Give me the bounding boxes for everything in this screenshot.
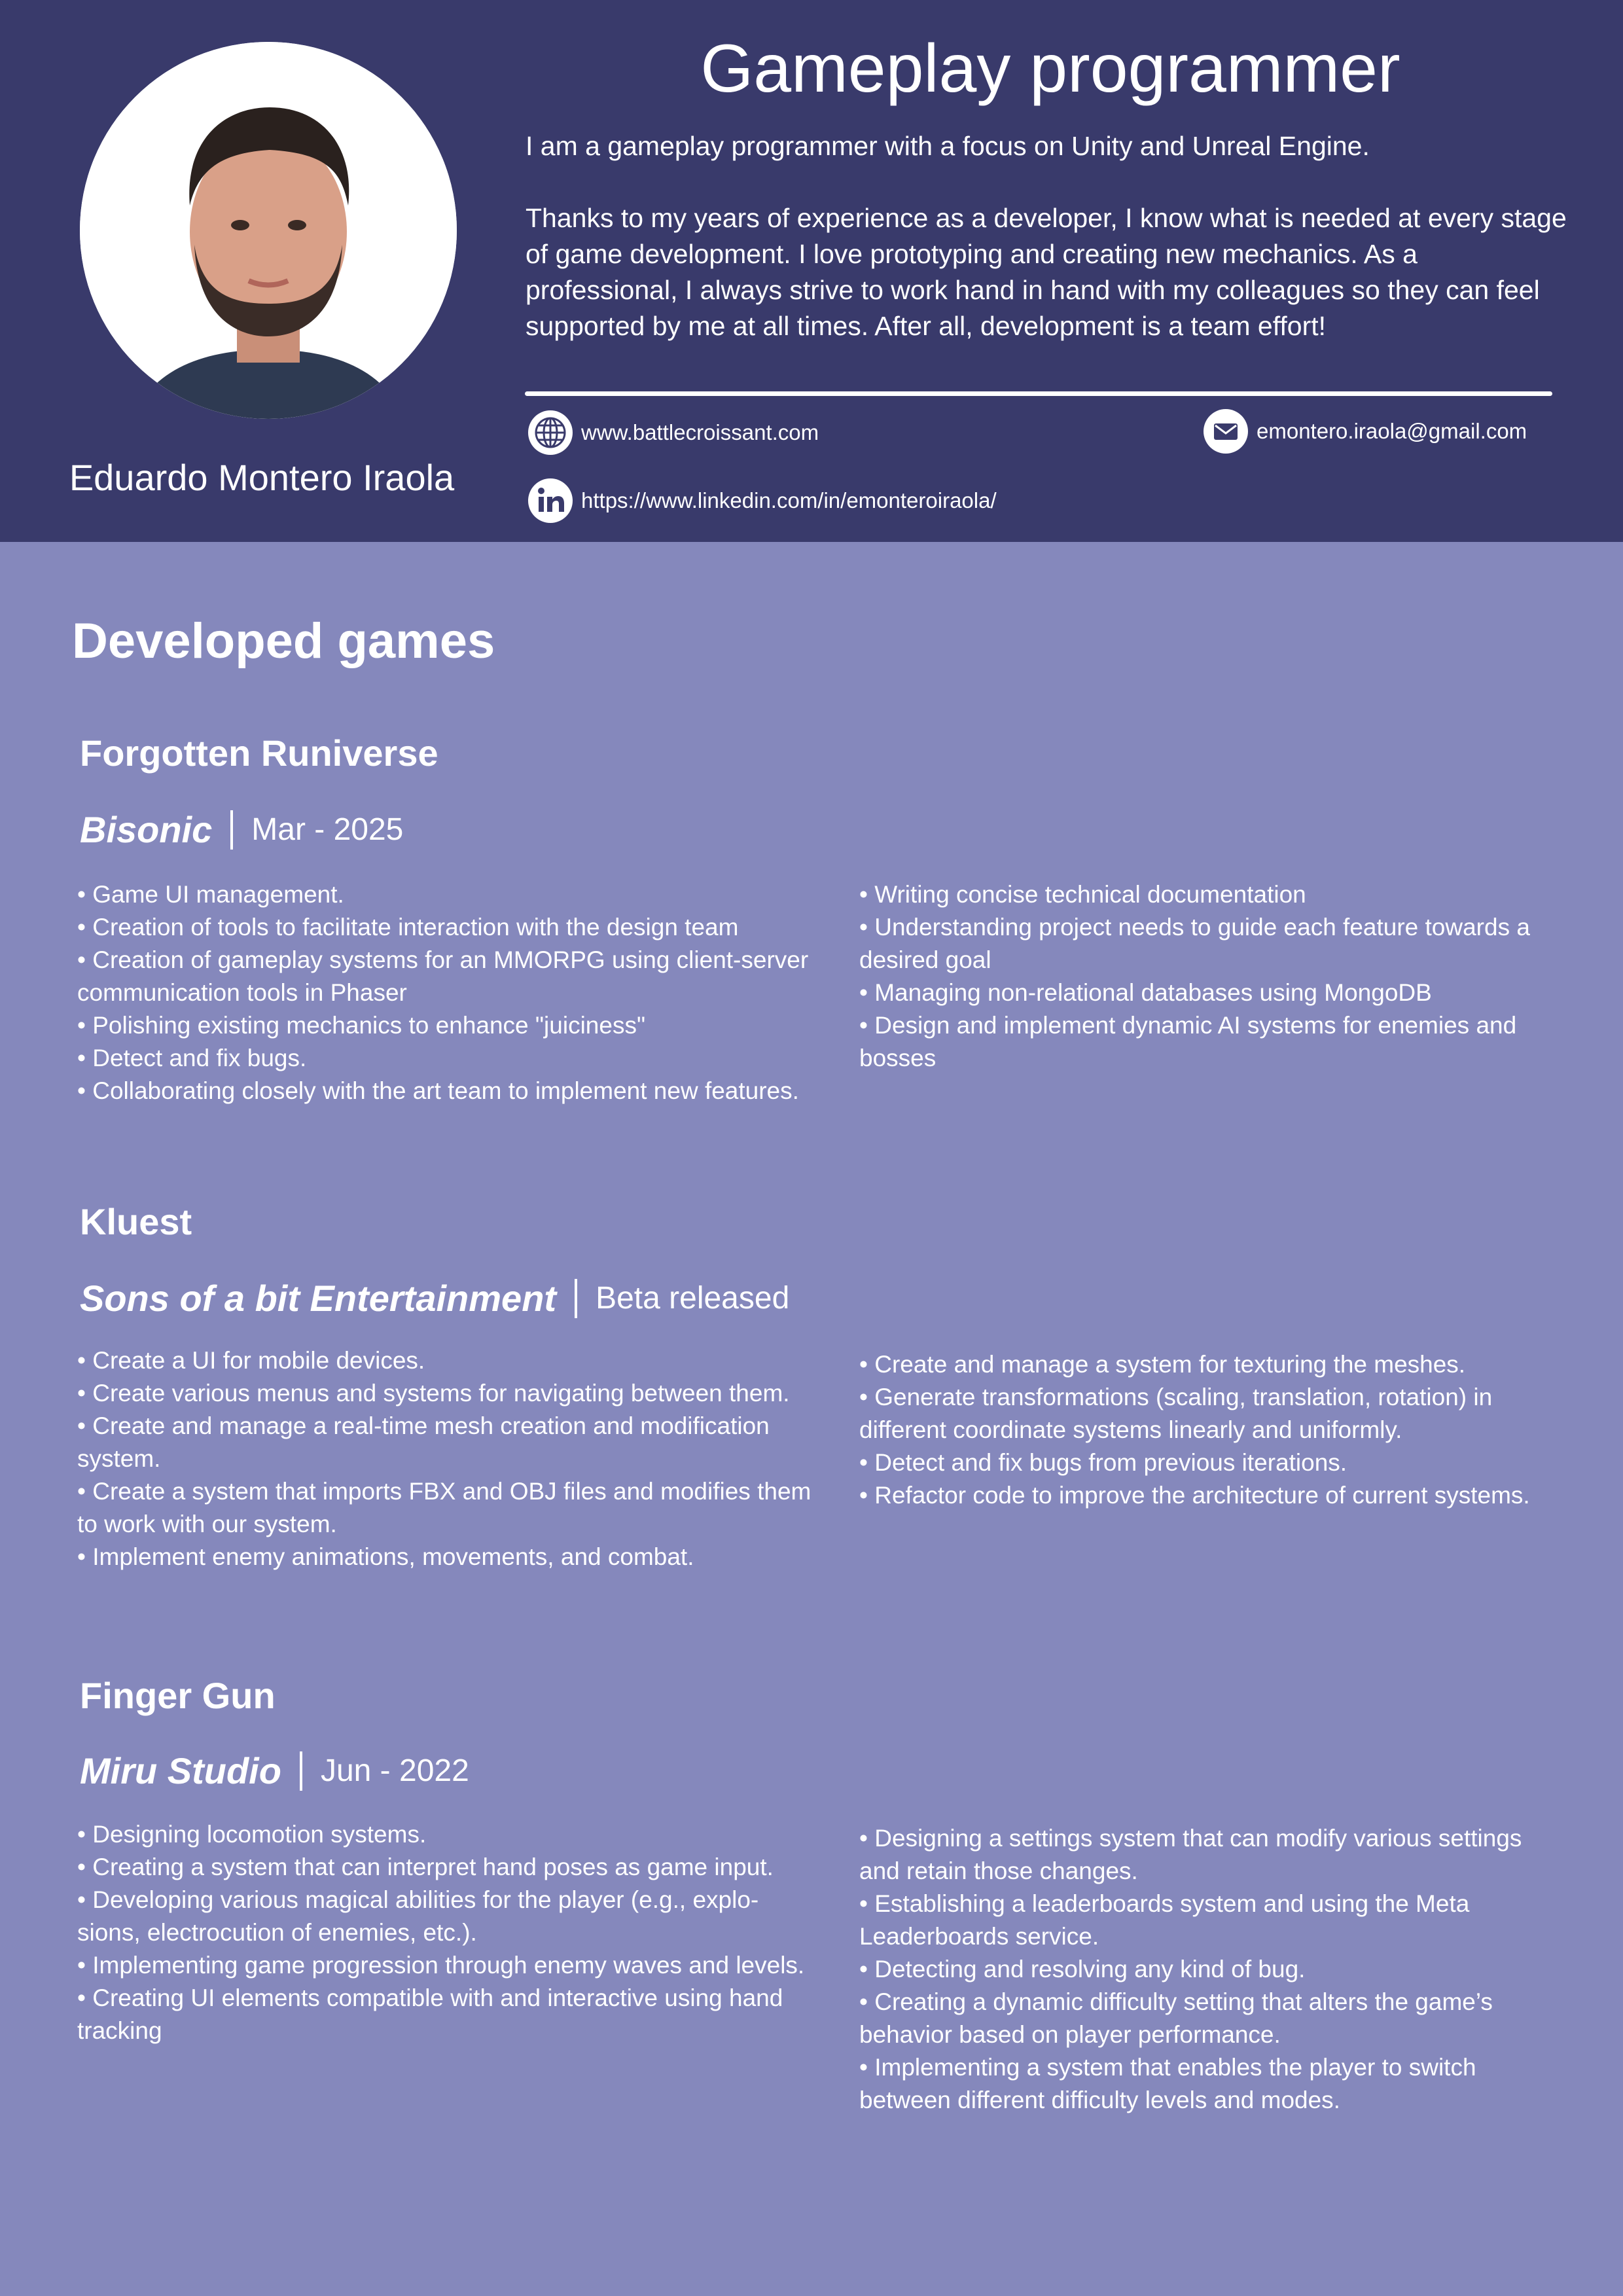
release-date: Jun - 2022 [320,1753,469,1788]
bio [526,128,1573,380]
studio-name: Miru Studio [80,1750,281,1791]
list-item: • Creation of gameplay systems for an MMORPG using client-server communication tools in Phaser [77,946,809,1006]
website-link[interactable] [527,410,819,456]
bullet-list [859,1822,1533,2117]
list-item: • Establishing a leaderboards system and using the Meta Leaderboards service. [859,1890,1470,1950]
linkedin-text: https://www.linkedin.com/in/emonteroiraola/ [581,488,997,512]
list-item: • Designing a settings system that can modify various settings and retain those changes. [859,1825,1522,1884]
studio-name: Sons of a bit Entertainment [80,1278,557,1319]
email-text: emontero.iraola@gmail.com [1257,419,1527,443]
bullet-list [77,1344,817,1573]
profile-photo [80,42,457,419]
bio-paragraph: Thanks to my years of experience as a developer, I know what is needed at every stage of game development. I love prototyping and creating new mechanics. As a professional, I always strive to work hand in hand with my colleagues so they can feel supported by me at all times. After all, development is a team effort! [526,203,1567,341]
list-item: • Implementing game progression through enemy waves and levels. [77,1952,805,1979]
release-date: Mar - 2025 [251,812,404,847]
header-banner [0,0,1623,542]
list-item: • Implementing a system that enables the player to switch between different difficulty levels and modes. [859,2054,1476,2113]
list-item: • Detect and fix bugs. [77,1045,307,1071]
website-text: www.battlecroissant.com [581,420,819,444]
portrait-image [80,42,457,419]
list-item: • Detect and fix bugs from previous iterations. [859,1449,1347,1476]
game-title: Finger Gun [80,1675,276,1716]
studio-line [80,1272,789,1325]
list-item: • Creating a system that can interpret hand poses as game input. [77,1854,774,1880]
list-item: • Refactor code to improve the architecture of current systems. [859,1482,1530,1509]
list-item: • Design and implement dynamic AI systems for enemies and bosses [859,1012,1517,1071]
bullet-list [859,878,1533,1075]
list-item: • Generate transformations (scaling, translation, rotation) in different coordinate systems linearly and uniformly. [859,1384,1493,1443]
separator [575,1279,577,1318]
section-title: Developed games [72,613,495,669]
list-item: • Writing concise technical documentation [859,881,1306,908]
list-item: • Creating a dynamic difficulty setting that alters the game’s behavior based on player performance. [859,1988,1493,2048]
email-link[interactable] [1203,408,1527,454]
studio-line [80,804,403,856]
list-item: • Developing various magical abilities for the player (e.g., explo-sions, electrocution of enemies, etc.). [77,1886,759,1946]
studio-name: Bisonic [80,809,213,850]
bullet-list [77,1818,817,2047]
linkedin-icon [527,478,573,524]
list-item: • Create and manage a real-time mesh creation and modification system. [77,1412,770,1472]
list-item: • Polishing existing mechanics to enhance "juiciness" [77,1012,646,1039]
list-item: • Implement enemy animations, movements, and combat. [77,1543,694,1570]
list-item: • Detecting and resolving any kind of bug. [859,1956,1306,1982]
mail-icon [1203,408,1249,454]
linkedin-link[interactable] [527,478,997,524]
list-item: • Create various menus and systems for navigating between them. [77,1380,790,1407]
list-item: • Creation of tools to facilitate interaction with the design team [77,914,739,941]
list-item: • Designing locomotion systems. [77,1821,427,1848]
bio-paragraph: I am a gameplay programmer with a focus on Unity and Unreal Engine. [526,131,1370,161]
game-title: Forgotten Runiverse [80,732,438,774]
candidate-name: Eduardo Montero Iraola [69,457,455,498]
list-item: • Managing non-relational databases using MongoDB [859,979,1432,1006]
separator [300,1751,302,1791]
separator [230,810,233,850]
bullet-list [77,878,817,1107]
globe-icon [527,410,573,456]
list-item: • Create a system that imports FBX and OBJ files and modifies them to work with our system. [77,1478,812,1537]
list-item: • Create and manage a system for texturing the meshes. [859,1351,1466,1378]
release-date: Beta released [596,1281,790,1316]
bullet-list [859,1348,1533,1512]
list-item: • Collaborating closely with the art team to implement new features. [77,1077,799,1104]
list-item: • Understanding project needs to guide each feature towards a desired goal [859,914,1530,973]
job-title: Gameplay programmer [700,31,1400,107]
list-item: • Creating UI elements compatible with and interactive using hand tracking [77,1984,783,2044]
list-item: • Create a UI for mobile devices. [77,1347,425,1374]
list-item: • Game UI management. [77,881,344,908]
divider [525,391,1552,396]
studio-line [80,1745,469,1797]
game-title: Kluest [80,1201,192,1242]
